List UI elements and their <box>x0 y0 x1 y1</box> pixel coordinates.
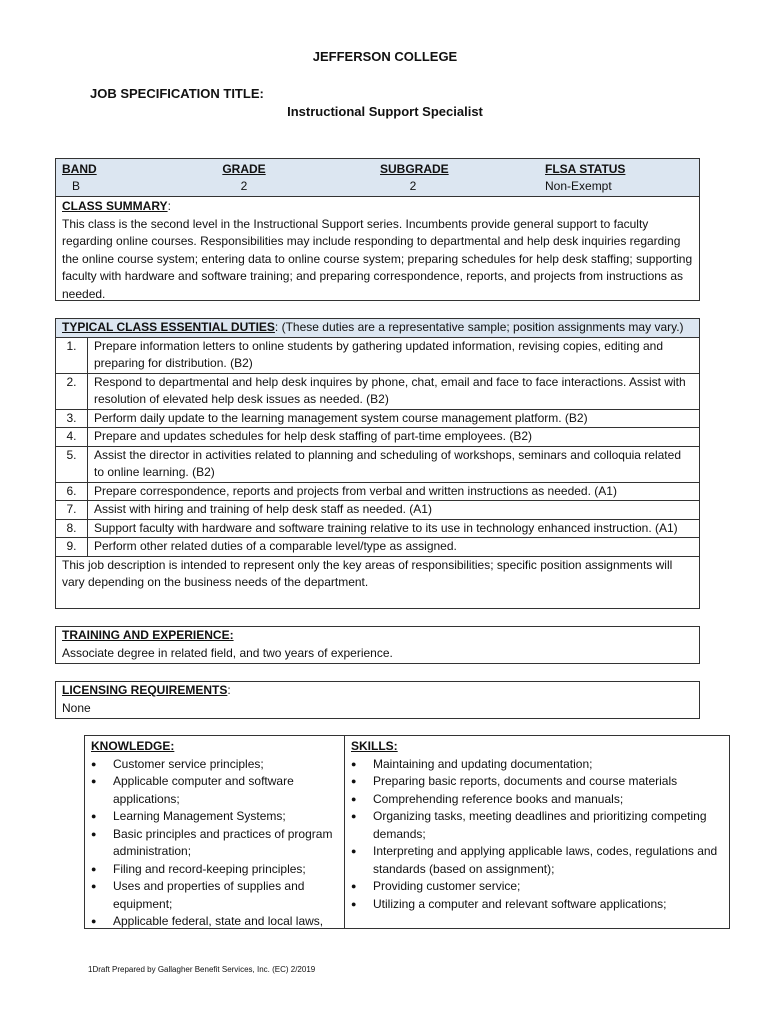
duty-number: 1. <box>56 338 88 373</box>
skills-column <box>345 736 729 928</box>
skill-item: ● Preparing basic reports, documents and course materials <box>351 773 723 791</box>
licensing-label: LICENSING REQUIREMENTS <box>62 683 228 697</box>
duty-row <box>56 501 699 520</box>
band-label: BAND <box>62 162 97 176</box>
band-value: B <box>72 179 81 193</box>
duties-header <box>56 319 699 338</box>
flsa-value: Non-Exempt <box>545 179 612 193</box>
flsa-cell <box>545 161 625 195</box>
licensing-section <box>56 682 699 717</box>
duty-number: 6. <box>56 483 88 501</box>
knowledge-label: KNOWLEDGE: <box>91 739 175 753</box>
duty-row <box>56 374 699 410</box>
grade-cell <box>222 161 266 195</box>
duty-row <box>56 447 699 483</box>
skill-item: ● Maintaining and updating documentation; <box>351 756 723 774</box>
skills-list <box>351 756 723 914</box>
duty-row <box>56 338 699 374</box>
skill-item: ● Utilizing a computer and relevant software applications; <box>351 896 723 914</box>
band-cell <box>62 161 97 195</box>
licensing-colon: : <box>227 683 231 697</box>
knowledge-item: ● Basic principles and practices of program administration; <box>91 826 338 861</box>
duty-text: Prepare and updates schedules for help desk staffing of part-time employees. (B2) <box>94 429 533 443</box>
training-box <box>55 626 700 664</box>
duty-row <box>56 483 699 502</box>
skill-item: ● Organizing tasks, meeting deadlines and prioritizing competing demands; <box>351 808 723 843</box>
duties-closing: This job description is intended to represent only the key areas of responsibilities; specific position assignments will vary depending on the business needs of the department. <box>62 557 673 589</box>
knowledge-item: ● Applicable computer and software applications; <box>91 773 338 808</box>
skill-item: ● Providing customer service; <box>351 878 723 896</box>
classification-box <box>55 158 700 301</box>
knowledge-item: ● Applicable federal, state and local laws, <box>91 913 338 928</box>
duty-row <box>56 520 699 539</box>
duty-number: 5. <box>56 447 88 482</box>
training-section <box>56 627 699 662</box>
footer-note: 1Draft Prepared by Gallagher Benefit Services, Inc. (EC) 2/2019 <box>88 965 316 974</box>
skills-label: SKILLS: <box>351 739 398 753</box>
skill-item: ● Comprehending reference books and manuals; <box>351 791 723 809</box>
knowledge-item: ● Filing and record-keeping principles; <box>91 861 338 879</box>
class-summary-label: CLASS SUMMARY <box>62 199 168 213</box>
duty-text: Support faculty with hardware and software training relative to its use in technology enhanced instruction. (A1) <box>94 520 678 535</box>
training-label: TRAINING AND EXPERIENCE: <box>62 628 234 642</box>
duty-text: Perform other related duties of a comparable level/type as assigned. <box>94 539 457 553</box>
knowledge-column <box>85 736 345 928</box>
duty-number: 4. <box>56 428 88 446</box>
grade-label: GRADE <box>222 162 266 176</box>
class-summary-colon: : <box>167 199 171 213</box>
duties-box <box>55 318 700 609</box>
subgrade-label: SUBGRADE <box>380 162 449 176</box>
class-summary-text: This class is the second level in the Instructional Support series. Incumbents provide general support to faculty regarding online courses. Responsibilities may include responding to departmental and help desk inquiries regarding the online course system; entering data to online course system; preparing schedules for help desk staffing; supporting faculty with hardware and software training; and preparing correspondence, reports, and projects from instructions as needed. <box>62 216 693 301</box>
duties-note: : (These duties are a representative sample; position assignments may vary.) <box>274 320 684 334</box>
class-summary <box>56 197 699 303</box>
duties-list <box>56 338 699 557</box>
duty-text: Perform daily update to the learning management system course management platform. (B2) <box>94 410 588 425</box>
subgrade-value: 2 <box>409 179 417 193</box>
duty-row <box>56 428 699 447</box>
classification-row <box>56 159 699 197</box>
duty-row <box>56 538 699 557</box>
duty-text: Prepare correspondence, reports and projects from verbal and written instructions as needed. (A1) <box>94 483 617 498</box>
subgrade-cell <box>380 161 449 195</box>
duty-number: 8. <box>56 520 88 538</box>
duty-number: 9. <box>56 538 88 556</box>
flsa-label: FLSA STATUS <box>545 162 626 176</box>
job-title: Instructional Support Specialist <box>287 104 483 119</box>
duty-text: Prepare information letters to online students by gathering updated information, revising copies, editing and preparing for distribution. (B2) <box>94 338 664 370</box>
skill-item: ● Interpreting and applying applicable laws, codes, regulations and standards (based on assignment); <box>351 843 723 878</box>
duty-number: 3. <box>56 410 88 428</box>
duty-text: Respond to departmental and help desk inquires by phone, chat, email and face to face interactions. Assist with resolution of elevated help desk issues as needed. (B2) <box>94 374 686 406</box>
licensing-box <box>55 681 700 719</box>
knowledge-item: ● Learning Management Systems; <box>91 808 338 826</box>
duties-label: TYPICAL CLASS ESSENTIAL DUTIES <box>62 320 275 334</box>
duty-row <box>56 410 699 429</box>
knowledge-item: ● Uses and properties of supplies and equipment; <box>91 878 338 913</box>
spec-title-label: JOB SPECIFICATION TITLE: <box>90 86 264 101</box>
knowledge-skills-table <box>84 735 730 929</box>
grade-value: 2 <box>240 179 248 193</box>
college-name: JEFFERSON COLLEGE <box>312 49 458 64</box>
knowledge-list <box>91 756 338 929</box>
duty-text: Assist with hiring and training of help desk staff as needed. (A1) <box>94 502 432 516</box>
duty-number: 7. <box>56 501 88 519</box>
duty-number: 2. <box>56 374 88 409</box>
training-text: Associate degree in related field, and two years of experience. <box>62 645 393 660</box>
licensing-text: None <box>62 700 91 715</box>
duty-text: Assist the director in activities related to planning and scheduling of workshops, seminars and colloquia related to online learning. (B2) <box>94 447 681 479</box>
knowledge-item: ● Customer service principles; <box>91 756 338 774</box>
